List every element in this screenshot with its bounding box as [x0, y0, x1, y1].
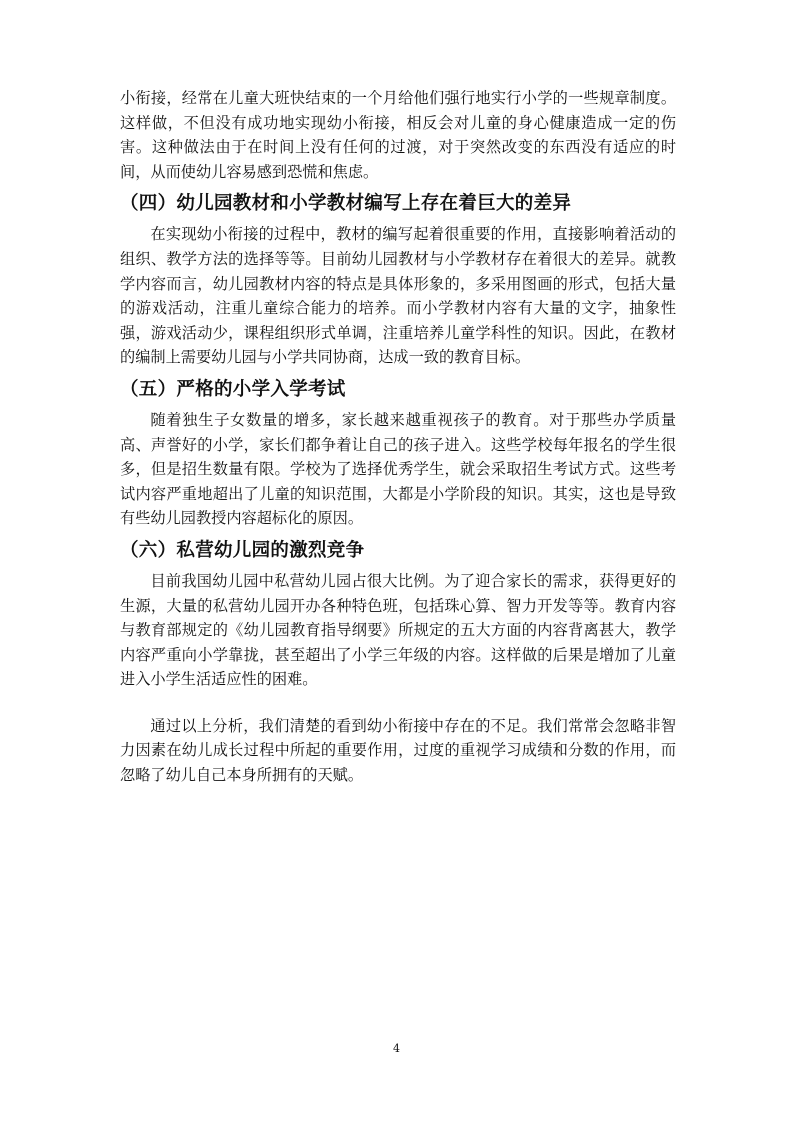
- section-body-6: 目前我国幼儿园中私营幼儿园占很大比例。为了迎合家长的需求，获得更好的生源，大量的私营幼儿园开办各种特色班，包括珠心算、智力开发等等。教育内容与教育部规定的《幼儿园教育指导纲要》所规定的五大方面的内容背离甚大，教学内容严重向小学靠拢，甚至超出了小学三年级的内容。这样做的后果是增加了儿童进入小学生活适应性的困难。: [120, 571, 676, 689]
- paragraph-spacer: [120, 692, 676, 714]
- section-body-5: 随着独生子女数量的增多，家长越来越重视孩子的教育。对于那些办学质量高、声誉好的小学，家长们都争着让自己的孩子进入。这些学校每年报名的学生很多，但是招生数量有限。学校为了选择优秀学生，就会采取招生考试方式。这些考试内容严重地超出了儿童的知识范围，大都是小学阶段的知识。其实，这也是导致有些幼儿园教授内容超标化的原因。: [120, 410, 676, 528]
- section-heading-4: （四）幼儿园教材和小学教材编写上存在着巨大的差异: [120, 193, 572, 215]
- conclusion-paragraph: 通过以上分析，我们清楚的看到幼小衔接中存在的不足。我们常常会忽略非智力因素在幼儿成长过程中所起的重要作用，过度的重视学习成绩和分数的作用，而忽略了幼儿自己本身所拥有的天赋。: [120, 716, 676, 785]
- page-number: 4: [393, 1042, 400, 1055]
- section-heading-5: （五）严格的小学入学考试: [120, 378, 346, 400]
- section-body-4: 在实现幼小衔接的过程中，教材的编写起着很重要的作用，直接影响着活动的组织、教学方法的选择等等。目前幼儿园教材与小学教材存在着很大的差异。就教学内容而言，幼儿园教材内容的特点是具体形象的，多采用图画的形式，包括大量的游戏活动，注重儿童综合能力的培养。而小学教材内容有大量的文字，抽象性强，游戏活动少，课程组织形式单调，注重培养儿童学科性的知识。因此，在教材的编制上需要幼儿园与小学共同协商，达成一致的教育目标。: [120, 225, 676, 367]
- section-heading-6: （六）私营幼儿园的激烈竞争: [120, 539, 365, 561]
- opening-paragraph: 小衔接，经常在儿童大班快结束的一个月给他们强行地实行小学的一些规章制度。这样做，不但没有成功地实现幼小衔接，相反会对儿童的身心健康造成一定的伤害。这种做法由于在时间上没有任何的过渡，对于突然改变的东西没有适应的时间，从而使幼儿容易感到恐慌和焦虑。: [120, 89, 676, 181]
- document-body: [120, 86, 676, 788]
